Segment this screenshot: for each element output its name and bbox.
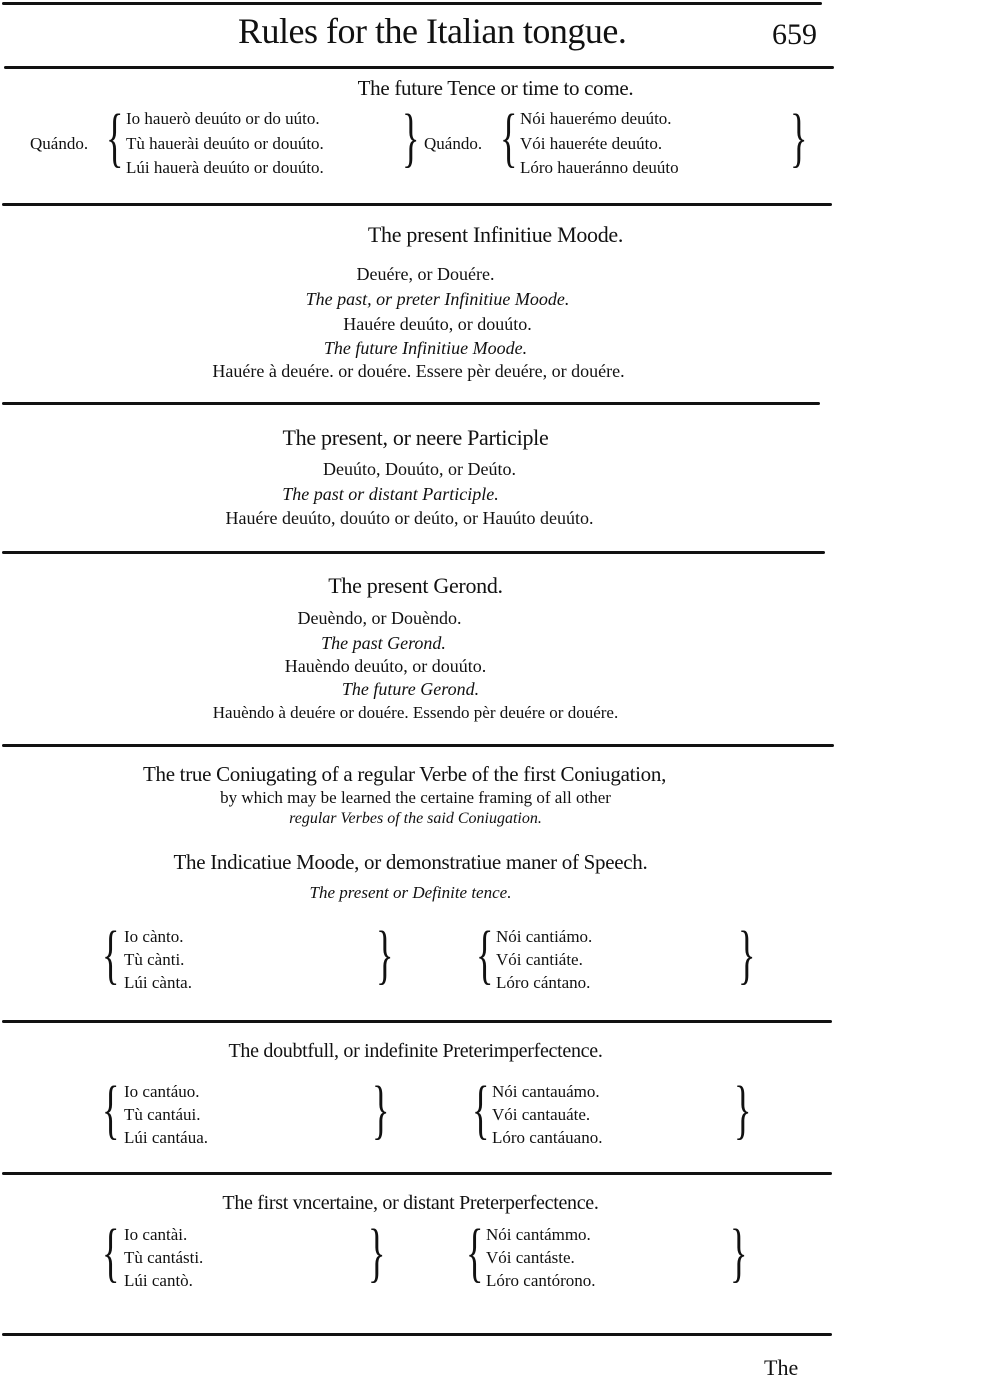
imperfect-right-line-2: Vói cantauáte. [492, 1105, 591, 1124]
imperfect-right-line-1: Nói cantauámo. [492, 1082, 600, 1101]
present-right-line-3: Lóro cántano. [496, 973, 591, 992]
future-right-line-3: Lóro haueránno deuúto [520, 158, 679, 177]
header-rule [4, 66, 834, 69]
future-left-line-3: Lúi hauerà deuúto or douúto. [126, 158, 324, 177]
imperfect-left-line-2: Tù cantáui. [124, 1105, 201, 1124]
section-rule [2, 1333, 832, 1336]
infinitive-line-1: Deuére, or Douére. [356, 264, 495, 284]
tense-heading-present: The present or Definite tence. [309, 883, 512, 902]
imperfect-left-line-1: Io cantáuo. [124, 1082, 200, 1101]
open-brace: { [476, 918, 494, 991]
section-rule [2, 551, 825, 554]
open-brace: { [106, 101, 124, 174]
open-brace: { [102, 918, 120, 991]
infinitive-line-4: The future Infinitiue Moode. [323, 338, 528, 358]
open-brace: { [102, 1216, 120, 1289]
participle-line-2: The past or distant Participle. [282, 484, 499, 504]
section-heading-participle: The present, or neere Participle [282, 425, 549, 450]
gerond-line-4: The future Gerond. [341, 679, 480, 699]
top-rule [2, 2, 822, 5]
section-rule [2, 203, 832, 206]
section-heading-infinitive: The present Infinitiue Moode. [367, 222, 624, 247]
future-left-line-2: Tù hauerài deuúto or douúto. [126, 134, 324, 153]
conjugation-heading-line-1: The true Coniugating of a regular Verbe of the first Coniugation, [142, 762, 667, 786]
section-rule [2, 402, 820, 405]
present-left-line-3: Lúi cànta. [124, 973, 192, 992]
perfect-left-line-1: Io cantài. [124, 1225, 188, 1244]
gerond-line-2: The past Gerond. [321, 633, 446, 653]
close-brace: } [402, 101, 420, 174]
perfect-right-line-1: Nói cantámmo. [486, 1225, 591, 1244]
present-left-line-1: Io cànto. [124, 927, 184, 946]
close-brace: } [734, 1073, 752, 1146]
imperfect-right-line-3: Lóro cantáuano. [492, 1128, 603, 1147]
catchword: The [764, 1355, 799, 1380]
present-right-line-1: Nói cantiámo. [496, 927, 593, 946]
mood-heading: The Indicatiue Moode, or demonstratiue maner of Speech. [173, 850, 648, 874]
present-left-line-2: Tù cànti. [124, 950, 185, 969]
close-brace: } [372, 1073, 390, 1146]
section-heading-gerond: The present Gerond. [328, 573, 503, 598]
running-head: Rules for the Italian tongue. [238, 11, 627, 51]
infinitive-line-2: The past, or preter Infinitiue Moode. [305, 289, 570, 309]
close-brace: } [376, 918, 394, 991]
gerond-line-1: Deuèndo, or Douèndo. [297, 608, 462, 628]
close-brace: } [738, 918, 756, 991]
close-brace: } [730, 1216, 748, 1289]
future-right-line-2: Vói haueréte deuúto. [520, 134, 663, 153]
section-rule [2, 1172, 832, 1175]
open-brace: { [466, 1216, 484, 1289]
perfect-right-line-3: Lóro cantórono. [486, 1271, 596, 1290]
close-brace: } [790, 101, 808, 174]
conjugation-heading-line-3: regular Verbes of the said Coniugation. [289, 810, 542, 827]
participle-line-3: Hauére deuúto, douúto or deúto, or Hauúto deuúto. [225, 508, 594, 528]
present-right-line-2: Vói cantiáte. [496, 950, 583, 969]
page-number: 659 [772, 18, 817, 51]
open-brace: { [472, 1073, 490, 1146]
perfect-left-line-3: Lúi cantò. [124, 1271, 193, 1290]
section-rule [2, 1020, 832, 1023]
section-heading-imperfect: The doubtfull, or indefinite Preterimperfectence. [228, 1040, 603, 1062]
section-heading-future-tense: The future Tence or time to come. [357, 76, 634, 100]
quando-label-right: Quándo. [424, 134, 483, 153]
future-left-line-1: Io hauerò deuúto or do uúto. [126, 109, 320, 128]
gerond-line-5: Hauèndo à deuére or douére. Essendo pèr deuére or douére. [212, 703, 619, 722]
imperfect-left-line-3: Lúi cantáua. [124, 1128, 209, 1147]
close-brace: } [368, 1216, 386, 1289]
infinitive-line-5: Hauére à deuére. or douére. Essere pèr deuére, or douére. [212, 361, 625, 381]
infinitive-line-3: Hauére deuúto, or douúto. [343, 314, 532, 334]
perfect-left-line-2: Tù cantásti. [124, 1248, 204, 1267]
future-right-line-1: Nói hauerémo deuúto. [520, 109, 672, 128]
section-rule [2, 744, 834, 747]
participle-line-1: Deuúto, Douúto, or Deúto. [323, 459, 516, 479]
conjugation-heading-line-2: by which may be learned the certaine framing of all other [220, 788, 611, 807]
gerond-line-3: Hauèndo deuúto, or douúto. [284, 656, 487, 676]
section-heading-perfect: The first vncertaine, or distant Preterperfectence. [222, 1192, 599, 1214]
open-brace: { [102, 1073, 120, 1146]
quando-label-left: Quándo. [30, 134, 89, 153]
perfect-right-line-2: Vói cantáste. [486, 1248, 575, 1267]
open-brace: { [500, 101, 518, 174]
